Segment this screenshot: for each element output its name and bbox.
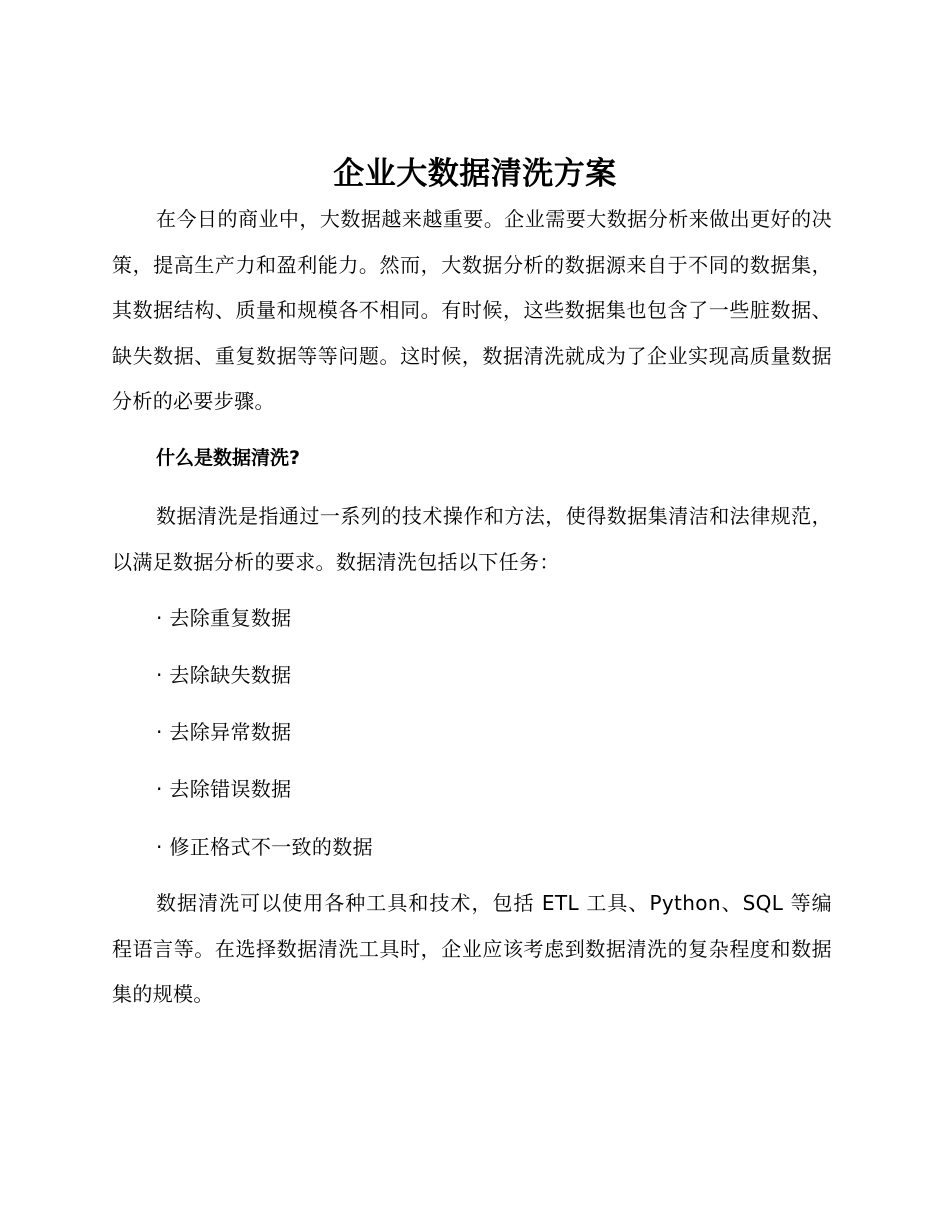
document-title: 企业大数据清洗方案 (333, 156, 617, 192)
list-item: · 去除缺失数据 (156, 663, 292, 687)
list-item: · 去除异常数据 (156, 720, 292, 744)
list-item: · 去除重复数据 (156, 606, 292, 630)
list-item: · 去除错误数据 (156, 777, 292, 801)
intro-paragraph: 在今日的商业中，大数据越来越重要。企业需要大数据分析来做出更好的决策，提高生产力和盈利能力。然而，大数据分析的数据源来自于不同的数据集，其数据结构、质量和规模各不相同。有时候，这些数据集也包含了一些脏数据、缺失数据、重复数据等等问题。这时候，数据清洗就成为了企业实现高质量数据分析的必要步骤。 (112, 207, 832, 413)
tools-paragraph: 数据清洗可以使用各种工具和技术，包括 ETL 工具、Python、SQL 等编程语言等。在选择数据清洗工具时，企业应该考虑到数据清洗的复杂程度和数据集的规模。 (112, 891, 832, 1006)
definition-paragraph: 数据清洗是指通过一系列的技术操作和方法，使得数据集清洁和法律规范，以满足数据分析的要求。数据清洗包括以下任务： (112, 504, 832, 574)
section-heading: 什么是数据清洗? (156, 447, 301, 469)
list-item: · 修正格式不一致的数据 (156, 835, 373, 859)
